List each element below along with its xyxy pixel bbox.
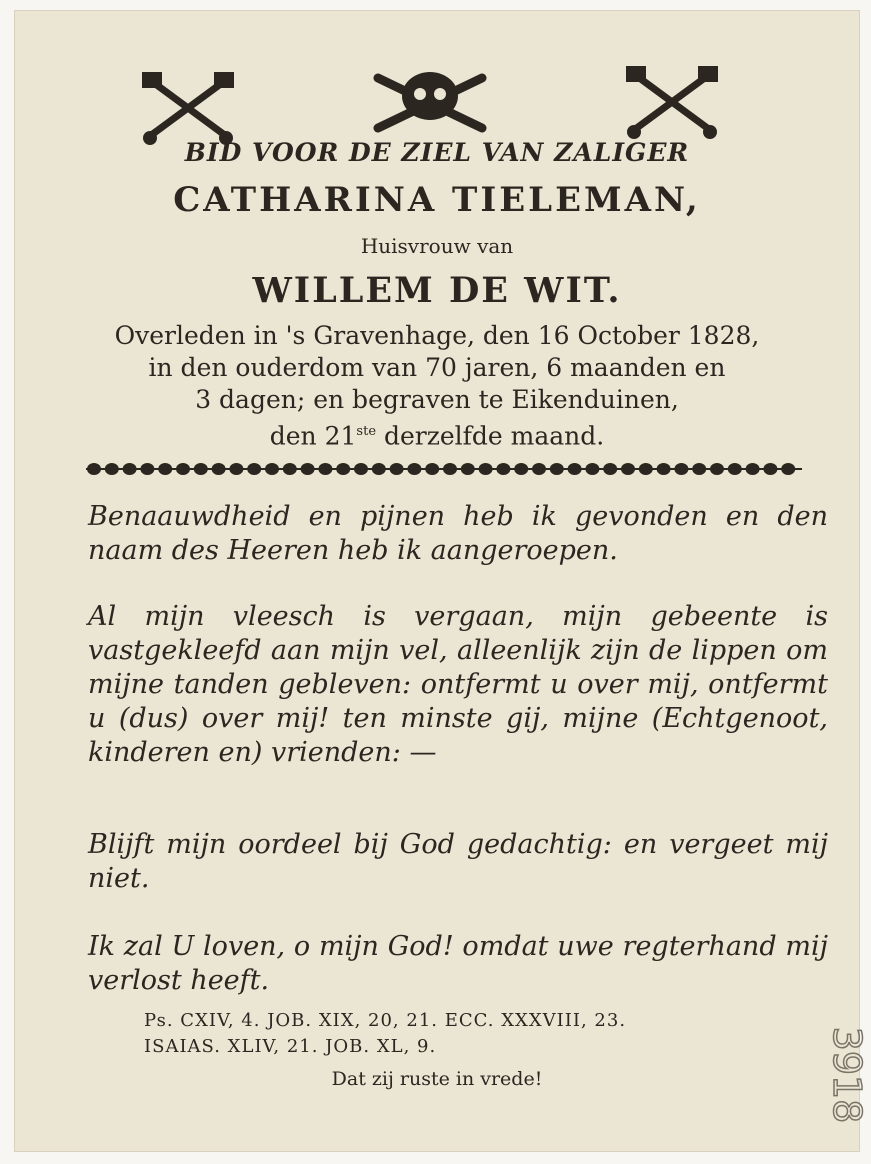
verse-3: Blijft mijn oordeel bij God gedachtig: en vergeet mij niet. [88,829,828,894]
death-line: in den ouderdom van 70 jaren, 6 maanden en [148,353,726,382]
death-details [74,320,800,452]
bead [550,463,564,475]
bead [301,463,315,475]
deceased-name: CATHARINA TIELEMAN, [173,180,701,220]
bead [585,463,599,475]
bead [781,463,795,475]
verse-4: Ik zal U loven, o mijn God! omdat uwe regterhand mij verlost heeft. [88,931,828,996]
bead-divider [86,458,802,480]
death-line [74,416,800,452]
bead [532,463,546,475]
bead [336,463,350,475]
death-line: 3 dagen; en begraven te Eikenduinen, [195,385,679,414]
bead [728,463,742,475]
archive-number-mark [804,1010,869,1140]
bead [390,463,404,475]
ordinal-suffix: ste [356,424,377,439]
bead [158,463,172,475]
bead [265,463,279,475]
bead [247,463,261,475]
wife-of-label: Huisvrouw van [360,234,514,258]
bead [763,463,777,475]
bead [710,463,724,475]
bead [603,463,617,475]
reference-line: ISAIAS. XLIV, 21. JOB. XL, 9. [144,1036,437,1057]
bead [354,463,368,475]
bead [639,463,653,475]
closing-line: Dat zij ruste in vrede! [331,1068,543,1090]
bead [674,463,688,475]
bead [283,463,297,475]
bead [123,463,137,475]
archive-number: 3918 [825,1026,869,1124]
bead [746,463,760,475]
bead [105,463,119,475]
bead [87,463,101,475]
bead [425,463,439,475]
skull-crossbones-icon [370,58,490,138]
bead [479,463,493,475]
bead [657,463,671,475]
scripture-references [144,1008,844,1060]
prayer-heading: BID VOOR DE ZIEL VAN ZALIGER [184,138,690,167]
crossed-shovels-icon [622,62,722,142]
reference-line: Ps. CXIV, 4. JOB. XIX, 20, 21. ECC. XXXVIII, 23. [144,1010,627,1031]
bead [212,463,226,475]
verse-1: Benaauwdheid en pijnen heb ik gevonden en den naam des Heeren heb ik aangeroepen. [88,501,828,566]
bead [496,463,510,475]
bead [318,463,332,475]
bead [443,463,457,475]
bead [229,463,243,475]
bead [372,463,386,475]
crossed-shovels-icon [138,68,238,148]
death-date-text: den 21 [269,421,357,451]
bead [461,463,475,475]
bead [407,463,421,475]
bead [140,463,154,475]
death-date-rest: derzelfde maand. [376,421,605,451]
verse-2: Al mijn vleesch is vergaan, mijn gebeente is vastgekleefd aan mijn vel, alleenlijk zijn de lippen om mijne tanden gebleven: ontfermt u over mij, ontfermt u (dus) over mij! ten minste gij, mijne (Echtgenoot, kinderen en) vrienden: — [88,601,828,768]
bead [621,463,635,475]
bead [568,463,582,475]
husband-name: WILLEM DE WIT. [252,270,622,311]
bead [176,463,190,475]
bead [692,463,706,475]
bead [194,463,208,475]
ornament-row [14,48,860,138]
death-line: Overleden in 's Gravenhage, den 16 October 1828, [114,321,760,350]
mourning-card [14,10,869,1152]
bead [514,463,528,475]
